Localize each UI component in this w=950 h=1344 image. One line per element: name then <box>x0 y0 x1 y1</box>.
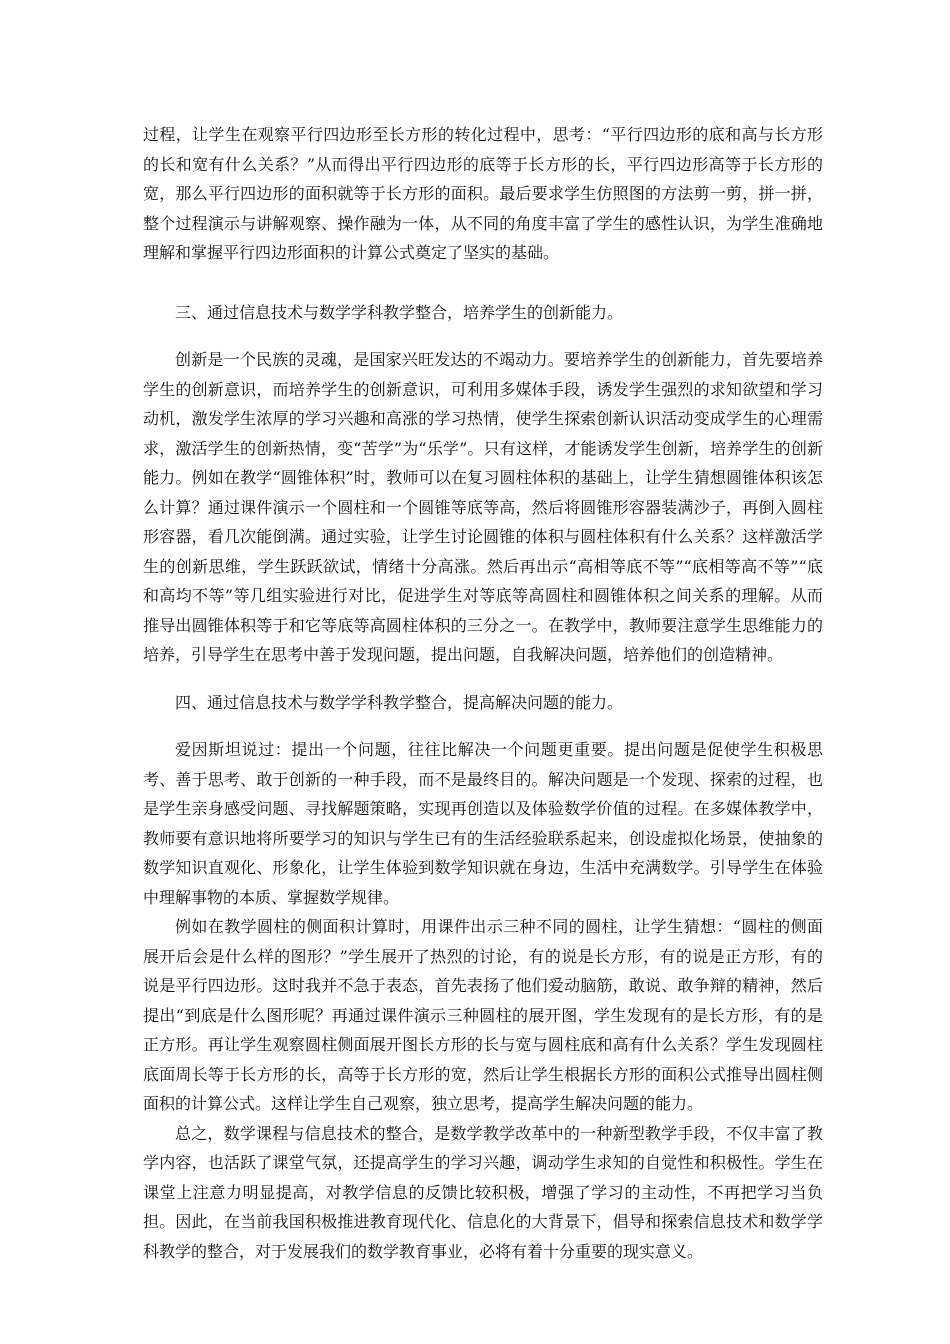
paragraph-conclusion: 总之，数学课程与信息技术的整合，是数学教学改革中的一种新型教学手段，不仅丰富了教学内容，也活跃了课堂气氛，还提高学生的学习兴趣，调动学生求知的自觉性和积极性。学生在课堂上注意力明显提高，对教学信息的反馈比较积极，增强了学习的主动性，不再把学习当负担。因此，在当前我国积极推进教育现代化、信息化的大背景下，倡导和探索信息技术和数学学科教学的整合，对于发展我们的数学教育事业，必将有着十分重要的现实意义。 <box>143 1123 823 1261</box>
paragraph-cylinder-example: 例如在教学圆柱的侧面积计算时，用课件出示三种不同的圆柱，让学生猜想：“圆柱的侧面展开后会是什么样的图形？”学生展开了热烈的讨论，有的说是长方形，有的说是正方形，有的说是平行四边形。这时我并不急于表态，首先表扬了他们爱动脑筋，敢说、敢争辩的精神，然后提出“到底是什么图形呢？再通过课件演示三种圆柱的展开图，学生发现有的是长方形，有的是正方形。再让学生观察圆柱侧面展开图长方形的长与宽与圆柱底和高有什么关系？学生发现圆柱底面周长等于长方形的长，高等于长方形的宽，然后让学生根据长方形的面积公式推导出圆柱侧面积的计算公式。这样让学生自己观察，独立思考，提高学生解决问题的能力。 <box>143 917 823 1113</box>
paragraph-einstein-quote: 爱因斯坦说过：提出一个问题，往往比解决一个问题更重要。提出问题是促使学生积极思考、善于思考、敢于创新的一种手段，而不是最终目的。解决问题是一个发现、探索的过程，也是学生亲身感受问题、寻找解题策略，实现再创造以及体验数学价值的过程。在多媒体教学中，教师要有意识地将所要学习的知识与学生已有的生活经验联系起来，创设虚拟化场景，使抽象的数学知识直观化、形象化，让学生体验到数学知识就在身边，生活中充满数学。引导学生在体验中理解事物的本质、掌握数学规律。 <box>143 740 823 907</box>
paragraph-parallelogram-conclusion: 过程，让学生在观察平行四边形至长方形的转化过程中，思考：“平行四边形的底和高与长方形的长和宽有什么关系？”从而得出平行四边形的底等于长方形的长，平行四边形高等于长方形的宽，那么平行四边形的面积就等于长方形的面积。最后要求学生仿照图的方法剪一剪，拼一拼，整个过程演示与讲解观察、操作融为一体，从不同的角度丰富了学生的感性认识，为学生准确地理解和掌握平行四边形面积的计算公式奠定了坚实的基础。 <box>143 125 823 262</box>
paragraph-innovation: 创新是一个民族的灵魂，是国家兴旺发达的不竭动力。要培养学生的创新能力，首先要培养学生的创新意识，而培养学生的创新意识，可利用多媒体手段，诱发学生强烈的求知欲望和学习动机，激发学生浓厚的学习兴趣和高涨的学习热情，使学生探索创新认识活动变成学生的心理需求，激活学生的创新热情，变“苦学”为“乐学”。只有这样，才能诱发学生创新，培养学生的创新能力。例如在教学“圆锥体积”时，教师可以在复习圆柱体积的基础上，让学生猜想圆锥体积该怎么计算？通过课件演示一个圆柱和一个圆锥等底等高，然后将圆锥形容器装满沙子，再倒入圆柱形容器，看几次能倒满。通过实验，让学生讨论圆锥的体积与圆柱体积有什么关系？这样激活学生的创新思维，学生跃跃欲试，情绪十分高涨。然后再出示“高相等底不等”“底相等高不等”“底和高均不等”等几组实验进行对比，促进学生对等底等高圆柱和圆锥体积之间关系的理解。从而推导出圆锥体积等于和它等底等高圆柱体积的三分之一。在教学中，教师要注意学生思维能力的培养，引导学生在思考中善于发现问题，提出问题，自我解决问题，培养他们的创造精神。 <box>143 350 823 664</box>
section-heading-problem-solving: 四、通过信息技术与数学学科教学整合，提高解决问题的能力。 <box>175 692 624 712</box>
document-body <box>143 120 823 1266</box>
section-heading-innovation: 三、通过信息技术与数学学科教学整合，培养学生的创新能力。 <box>175 302 624 322</box>
